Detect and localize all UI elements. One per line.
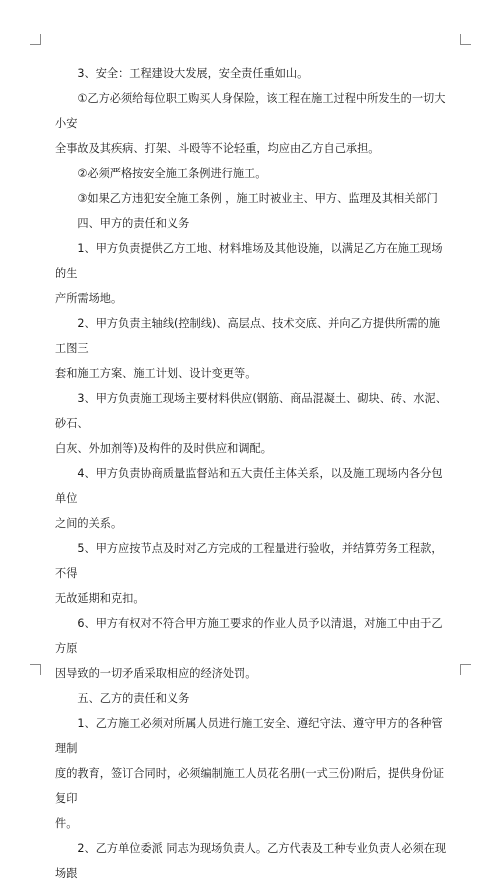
text-line: 5、甲方应按节点及时对乙方完成的工程量进行验收，并结算劳务工程款，不得 [55, 542, 443, 580]
text-line: 五、乙方的责任和义务 [77, 692, 190, 705]
text-line: 因导致的一切矛盾采取相应的经济处罚。 [55, 667, 257, 680]
text-line: 1、乙方施工必须对所属人员进行施工安全、遵纪守法、遵守甲方的各种管理制 [55, 717, 443, 755]
text-line: 无故延期和克扣。 [55, 592, 145, 605]
text-line: 2、乙方单位委派 同志为现场负责人。乙方代表及工种专业负责人必须在现场跟 [55, 842, 447, 880]
document-body [55, 61, 450, 886]
text-line: 6、甲方有权对不符合甲方施工要求的作业人员予以清退，对施工中由于乙方原 [55, 617, 443, 655]
crop-mark-bottom-right [460, 664, 471, 675]
text-line: 3、安全：工程建设大发展，安全责任重如山。 [77, 67, 309, 80]
text-line: 2、甲方负责主轴线(控制线)、高层点、技术交底、并向乙方提供所需的施工图三 [55, 317, 441, 355]
text-line: ①乙方必须给每位职工购买人身保险，该工程在施工过程中所发生的一切大小安 [55, 92, 446, 130]
text-line: 四、甲方的责任和义务 [77, 217, 190, 230]
text-line: 产所需场地。 [55, 292, 123, 305]
text-line: 之间的关系。 [55, 517, 123, 530]
text-line: 套和施工方案、施工计划、设计变更等。 [55, 367, 257, 380]
crop-mark-bottom-left [30, 664, 41, 675]
crop-mark-top-left [30, 34, 41, 45]
text-line: 3、甲方负责施工现场主要材料供应(钢筋、商品混凝土、砌块、砖、水泥、砂石、 [55, 392, 447, 430]
text-line: 白灰、外加剂等)及构件的及时供应和调配。 [55, 442, 272, 455]
text-line: 1、甲方负责提供乙方工地、材料堆场及其他设施，以满足乙方在施工现场的生 [55, 242, 443, 280]
text-line: 件。 [55, 817, 78, 830]
text-line: ③如果乙方违犯安全施工条例 ，施工时被业主、甲方、监理及其相关部门 [77, 192, 438, 205]
crop-mark-top-right [460, 34, 471, 45]
text-line: ②必须严格按安全施工条例进行施工。 [77, 167, 267, 180]
text-line: 全事故及其疾病、打架、斗殴等不论轻重，均应由乙方自己承担。 [55, 142, 380, 155]
text-line: 度的教育，签订合同时，必须编制施工人员花名册(一式三份)附后，提供身份证复印 [55, 767, 445, 805]
text-line: 4、甲方负责协商质量监督站和五大责任主体关系，以及施工现场内各分包单位 [55, 467, 443, 505]
